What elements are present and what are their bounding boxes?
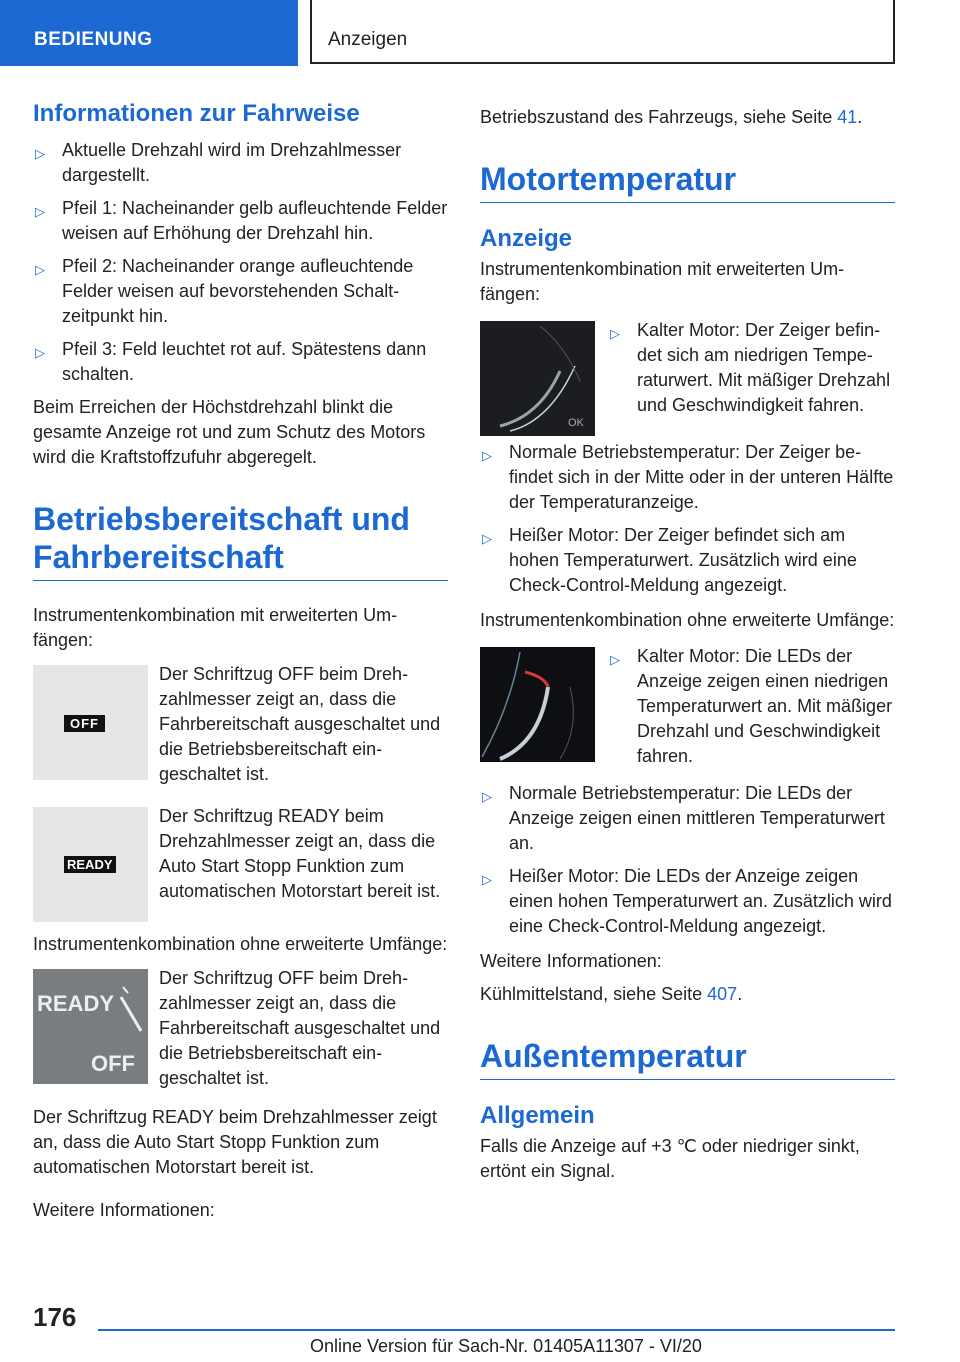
- footer-divider: [98, 1329, 895, 1331]
- paragraph-kuehlmittel: [480, 982, 895, 1007]
- list-item: [480, 440, 895, 515]
- period: .: [737, 984, 743, 1004]
- list-fahrweise: [33, 138, 448, 387]
- ready-off-display-image: [33, 969, 148, 1084]
- ready-row: [33, 807, 448, 922]
- page-link-41[interactable]: 41: [837, 107, 858, 127]
- triangle-bullet-icon: ▷: [482, 789, 492, 804]
- ready-gauge-label: READY: [37, 991, 115, 1016]
- list-item-text: Pfeil 3: Feld leuchtet rot auf. Spätestens dann schalten.: [62, 339, 427, 384]
- list-item: [608, 318, 895, 418]
- paragraph-ohne-erweitert-right: Instrumentenkombination ohne erweiterte Umfänge:: [480, 610, 895, 630]
- triangle-bullet-icon: ▷: [35, 262, 45, 277]
- period: .: [857, 107, 863, 127]
- heading-fahrweise: Informationen zur Fahrweise: [33, 100, 360, 127]
- kuehlmittel-text: Kühlmittelstand, siehe Seite: [480, 984, 708, 1004]
- chapter-tab: Anzeigen: [310, 0, 895, 64]
- page-number: 176: [33, 1302, 77, 1332]
- list-item-text: Heißer Motor: Die LEDs der Anzeige zeigen einen hohen Temperaturwert an. Zusätzlich wird eine Check-Control-Meldung angezeigt.: [509, 866, 892, 936]
- list-item: [33, 138, 448, 188]
- section-tab: BEDIENUNG: [0, 0, 298, 66]
- paragraph-off-2: Der Schriftzug OFF beim Drehzahlmesser zeigt an, dass die Fahrbereitschaft ausgeschaltet und die Betriebsbereitschaft eingeschaltet ist.: [159, 968, 441, 1088]
- heading-allgemein: Allgemein: [480, 1102, 595, 1129]
- list-temp-ohne: [595, 647, 895, 777]
- off-label: OFF: [64, 715, 105, 732]
- paragraph-allgemein: Falls die Anzeige auf +3 ℃ oder niedriger sinkt, ertönt ein Signal.: [480, 1136, 860, 1181]
- list-item-text: Normale Betriebstemperatur: Die LEDs der Anzeige zeigen einen mittleren Temperaturwert an.: [509, 783, 885, 853]
- list-item: [33, 337, 448, 387]
- paragraph-mit-erweitert-right: Instrumentenkombination mit erweiterten Umfängen:: [480, 259, 845, 304]
- heading-anzeige: Anzeige: [480, 225, 573, 252]
- led-arc-icon: [480, 647, 595, 762]
- list-item-text: Pfeil 2: Nacheinander orange aufleuchtende Felder weisen auf bevorstehenden Schaltzeitpunkt hin.: [62, 256, 414, 326]
- triangle-bullet-icon: ▷: [610, 652, 620, 667]
- list-item: [480, 781, 895, 856]
- triangle-bullet-icon: ▷: [482, 872, 492, 887]
- continuation-text: Betriebszustand des Fahrzeugs, siehe Seite: [480, 107, 838, 127]
- right-column: [480, 100, 895, 1184]
- off-row: [33, 665, 448, 787]
- temp-gauge-row: [480, 321, 895, 436]
- paragraph-ready: Der Schriftzug READY beim Drehzahlmesser zeigt an, dass die Auto Start Stopp Funktion zum automatischen Motorstart bereit ist.: [159, 806, 441, 901]
- footer-version: Online Version für Sach-Nr. 01405A11307 - VI/20: [310, 1336, 702, 1356]
- triangle-bullet-icon: ▷: [35, 146, 45, 161]
- list-item-text: Kalter Motor: Die LEDs der Anzeige zeigen einen niedrigen Temperaturwert an. Mit mäßiger Drehzahl und Geschwindigkeit fahren.: [637, 646, 893, 766]
- list-item: [33, 196, 448, 246]
- gauge-needle-icon: [33, 969, 148, 1084]
- led-gauge-row: [480, 647, 895, 777]
- triangle-bullet-icon: ▷: [482, 448, 492, 463]
- ok-label: OK: [568, 417, 584, 429]
- list-temp-mit-2: [480, 440, 895, 598]
- list-item-text: Kalter Motor: Der Zeiger befindet sich am niedrigen Temperaturwert. Mit mäßiger Drehzahl und Geschwindigkeit fahren.: [637, 320, 891, 415]
- off-gauge-label: OFF: [91, 1051, 135, 1076]
- ready-display-image: [33, 807, 148, 922]
- list-item: [33, 254, 448, 329]
- ready-label: READY: [64, 856, 116, 873]
- paragraph-off: Der Schriftzug OFF beim Drehzahlmesser zeigt an, dass die Fahrbereitschaft ausgeschaltet und die Betriebsbereitschaft eingeschaltet ist.: [159, 664, 441, 784]
- list-temp-mit: [595, 321, 895, 436]
- heading-aussentemperatur: Außentemperatur: [480, 1037, 895, 1080]
- triangle-bullet-icon: ▷: [610, 326, 620, 341]
- triangle-bullet-icon: ▷: [35, 204, 45, 219]
- off-display-image: [33, 665, 148, 780]
- heading-betriebsbereitschaft: Betriebsbereitschaft und Fahrbereitschaft: [33, 500, 448, 581]
- list-item-text: Pfeil 1: Nacheinander gelb aufleuchtende Felder weisen auf Erhöhung der Drehzahl hin.: [62, 198, 448, 243]
- temperature-gauge-image: [480, 321, 595, 436]
- paragraph-ohne-erweitert: Instrumentenkombination ohne erweiterte Umfänge:: [33, 934, 448, 954]
- paragraph-weitere-right: Weitere Informationen:: [480, 951, 662, 971]
- paragraph-mit-erweitert: Instrumentenkombination mit erweiterten Umfängen:: [33, 605, 398, 650]
- heading-motortemperatur: Motortemperatur: [480, 160, 895, 203]
- paragraph-weitere-left: Weitere Informationen:: [33, 1200, 215, 1220]
- list-temp-ohne-2: [480, 781, 895, 939]
- list-item-text: Normale Betriebstemperatur: Der Zeiger befindet sich in der Mitte oder in der unteren Hälfte der Temperaturanzeige.: [509, 442, 894, 512]
- ready-off-row: [33, 969, 448, 1091]
- paragraph-continuation: [480, 105, 895, 130]
- left-column: [33, 100, 448, 1223]
- triangle-bullet-icon: ▷: [35, 345, 45, 360]
- list-item-text: Aktuelle Drehzahl wird im Drehzahlmesser dargestellt.: [62, 140, 402, 185]
- led-temperature-gauge-image: [480, 647, 595, 762]
- paragraph-hoechstdrehzahl: Beim Erreichen der Höchstdrehzahl blinkt die gesamte Anzeige rot und zum Schutz des Motors wird die Kraftstoffzufuhr abgeregelt.: [33, 397, 426, 467]
- list-item-text: Heißer Motor: Der Zeiger befindet sich am hohen Temperaturwert. Zusätzlich wird eine Check-Control-Meldung angezeigt.: [509, 525, 857, 595]
- list-item: [480, 864, 895, 939]
- list-item: [480, 523, 895, 598]
- paragraph-ready-2: Der Schriftzug READY beim Drehzahlmesser zeigt an, dass die Auto Start Stopp Funktion zum automatischen Motorstart bereit ist.: [33, 1107, 437, 1177]
- page-link-407[interactable]: 407: [707, 984, 738, 1004]
- triangle-bullet-icon: ▷: [482, 531, 492, 546]
- list-item: [608, 644, 895, 769]
